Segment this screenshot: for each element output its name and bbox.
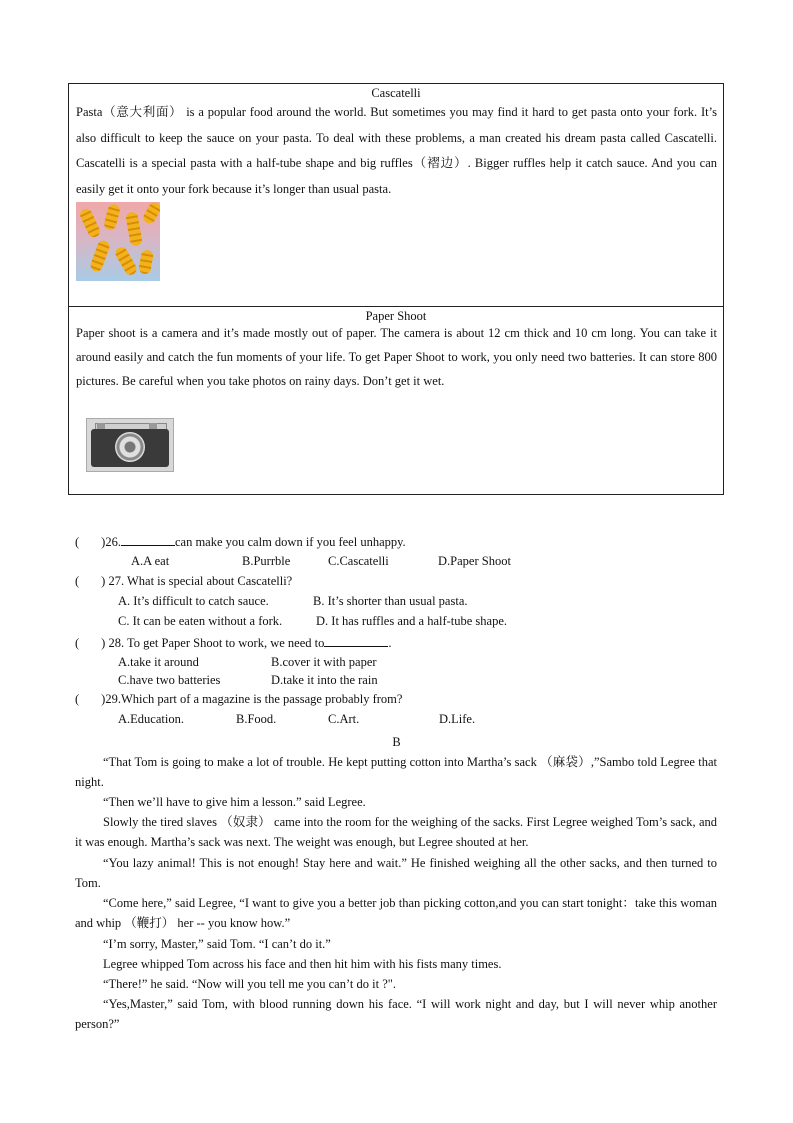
cascatelli-title: Cascatelli <box>371 86 421 100</box>
q29-option-b[interactable]: B.Food. <box>236 712 277 726</box>
q28-option-a[interactable]: A.take it around <box>118 655 199 669</box>
q27-option-b[interactable]: B. It’s shorter than usual pasta. <box>313 594 468 608</box>
paragraph: “That Tom is going to make a lot of trouble. He kept putting cotton into Martha’s sack （麻袋）,”Sambo told Legree that night. <box>75 755 717 790</box>
answer-blank[interactable] <box>121 533 175 546</box>
question-27: ( ) 27. What is special about Cascatelli? <box>75 574 293 588</box>
q26-option-b[interactable]: B.Purrble <box>242 554 291 568</box>
q29-option-c[interactable]: C.Art. <box>328 712 360 726</box>
answer-blank[interactable] <box>324 634 388 647</box>
cascatelli-text: Pasta（意大利面） is a popular food around the world. But sometimes you may find it hard to get pasta onto your fork. It’s also difficult to keep the sauce on your pasta. To deal with these problems, a man created his dream pasta called Cascatelli. Cascatelli is a special pasta with a half-tube shape and big ruffles（褶边）. Bigger ruffles help it catch sauce. And you can easily get it onto your fork because it’s longer than usual pasta. <box>76 105 717 196</box>
q26-option-c[interactable]: C.Cascatelli <box>328 554 389 568</box>
paragraph: “I’m sorry, Master,” said Tom. “I can’t do it.” <box>103 937 331 951</box>
camera-photo-icon <box>86 418 174 472</box>
q27-option-c[interactable]: C. It can be eaten without a fork. <box>118 614 283 628</box>
cascatelli-card <box>68 83 724 307</box>
q28-option-b[interactable]: B.cover it with paper <box>271 655 377 669</box>
q26-option-d[interactable]: D.Paper Shoot <box>438 554 511 568</box>
paper-shoot-card <box>68 306 724 495</box>
paragraph: “Yes,Master,” said Tom, with blood running down his face. “I will work night and day, but I will never whip another person?” <box>75 997 717 1032</box>
paragraph: “Then we’ll have to give him a lesson.” said Legree. <box>103 795 366 809</box>
paper-shoot-text: Paper shoot is a camera and it’s made mostly out of paper. The camera is about 12 cm thick and 10 cm long. You can take it around easily and catch the fun moments of your life. To get Paper Shoot to work, you only need two batteries. It can store 800 pictures. Be careful when you take photos on rainy days. Don’t get it wet. <box>76 326 717 388</box>
q27-option-a[interactable]: A. It’s difficult to catch sauce. <box>118 594 269 608</box>
paragraph: “You lazy animal! This is not enough! Stay here and wait.” He finished weighing all the other sacks, and then turned to Tom. <box>75 856 717 891</box>
paragraph: Legree whipped Tom across his face and then hit him with his fists many times. <box>103 957 502 971</box>
pasta-photo-icon <box>76 202 160 281</box>
paragraph: Slowly the tired slaves （奴隶） came into the room for the weighing of the sacks. First Legree weighed Tom’s sack, and it was enough. Martha’s sack was next. The weight was enough, but Legree shouted at her. <box>75 815 717 850</box>
paper-shoot-title: Paper Shoot <box>365 309 427 323</box>
question-29: ( )29.Which part of a magazine is the passage probably from? <box>75 692 403 706</box>
q27-option-d[interactable]: D. It has ruffles and a half-tube shape. <box>316 614 508 628</box>
paragraph: “Come here,” said Legree, “I want to give you a better job than picking cotton,and you can start tonight：take this woman and whip （鞭打） her -- you know how.” <box>75 896 717 931</box>
q29-option-a[interactable]: A.Education. <box>118 712 184 726</box>
question-28: ( ) 28. To get Paper Shoot to work, we need to . <box>75 636 392 650</box>
q28-option-d[interactable]: D.take it into the rain <box>271 673 378 687</box>
q28-option-c[interactable]: C.have two batteries <box>118 673 221 687</box>
q29-option-d[interactable]: D.Life. <box>439 712 476 726</box>
q26-option-a[interactable]: A.A eat <box>131 554 170 568</box>
question-26: ( )26. can make you calm down if you feel unhappy. <box>75 535 406 549</box>
section-b-title: B <box>392 735 401 749</box>
paragraph: “There!” he said. “Now will you tell me you can’t do it ?". <box>103 977 396 991</box>
